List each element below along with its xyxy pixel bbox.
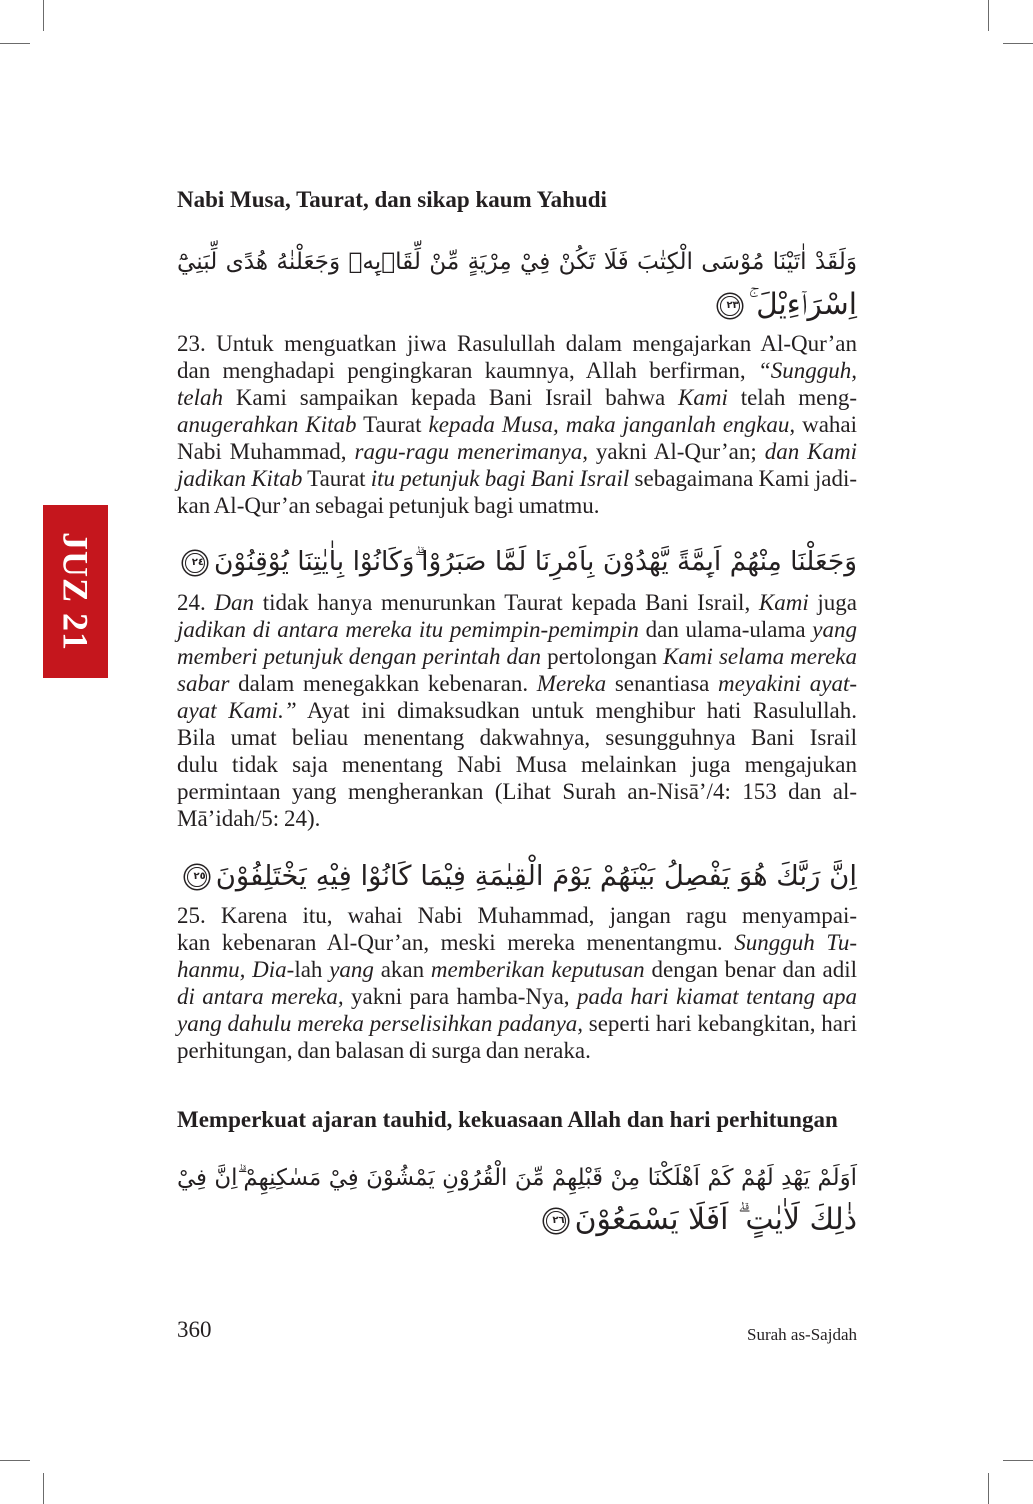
translation-line	[177, 724, 857, 751]
italic-text: Kami	[678, 385, 728, 410]
arabic-verse-23	[177, 241, 857, 325]
text-run: dalam menegakkan kebenaran.	[229, 671, 537, 696]
text-run: Ayat ini dimaksudkan untuk menghibur hati Rasulullah.	[296, 698, 857, 723]
translation-line	[177, 438, 857, 465]
italic-text: dan Kami	[764, 439, 857, 464]
crop-mark-bottom-right-vertical	[988, 1473, 989, 1504]
italic-text: sabar	[177, 671, 230, 696]
text-run: juga	[808, 590, 857, 615]
text-run: dan ulama-ulama	[638, 617, 813, 642]
arabic-text: اِسْرَاۤءِيْلَ ۚ	[748, 286, 857, 321]
italic-text: Dan	[214, 590, 255, 615]
text-run: Mā’idah/5: 24).	[177, 806, 321, 831]
crop-mark-top-left-horizontal	[0, 43, 30, 44]
translation-line	[177, 384, 857, 411]
italic-text: kepada Musa, maka janganlah engkau,	[428, 412, 796, 437]
arabic-line	[177, 241, 857, 283]
arabic-text: اِنَّ رَبَّكَ هُوَ يَفْصِلُ بَيْنَهُمْ يَوْمَ الْقِيٰمَةِ فِيْمَا كَانُوْا فِيْهِ يَخْتَلِفُوْنَ	[215, 860, 857, 892]
italic-text: memberi petunjuk dengan perintah dan	[177, 644, 542, 669]
italic-text: “Sungguh,	[757, 358, 857, 383]
translation-line	[177, 465, 857, 492]
translation-line	[177, 697, 857, 724]
translation-line	[177, 670, 857, 697]
translation-line	[177, 778, 857, 805]
translation-line	[177, 357, 857, 384]
italic-text: memberikan keputusan	[430, 957, 645, 982]
crop-mark-bottom-right-horizontal	[1003, 1460, 1033, 1461]
text-run: Nabi Muhammad,	[177, 439, 355, 464]
juz-tab-label: JUZ 21	[55, 531, 96, 651]
italic-text: yang	[812, 617, 857, 642]
arabic-line	[177, 541, 857, 583]
verse-translation-23	[177, 330, 857, 519]
translation-line	[177, 983, 857, 1010]
text-run: dan menghadapi pengingkaran kaumnya, Allah berfirman,	[177, 358, 758, 383]
italic-text: Kami selama mereka	[663, 644, 857, 669]
translation-line	[177, 902, 857, 929]
text-run: permintaan yang mengherankan (Lihat Surah an-Nisā’/4: 153 dan al-	[177, 779, 857, 804]
text-run: 23. Untuk menguatkan jiwa Rasulullah dalam mengajarkan Al-Qur’an	[177, 331, 857, 356]
verse-translation-24	[177, 589, 857, 832]
text-run: pertolongan	[541, 644, 664, 669]
text-run: -lah	[286, 957, 330, 982]
italic-text: hanmu, Dia	[177, 957, 287, 982]
translation-line	[177, 589, 857, 616]
arabic-line	[177, 1199, 857, 1241]
crop-mark-top-right-vertical	[988, 0, 989, 31]
italic-text: ayat Kami.”	[177, 698, 297, 723]
translation-line	[177, 492, 857, 519]
arabic-line	[177, 855, 857, 897]
translation-line	[177, 929, 857, 956]
italic-text: telah	[177, 385, 223, 410]
text-run: seperti hari kebangkitan, hari	[583, 1011, 857, 1036]
crop-mark-top-right-horizontal	[1003, 43, 1033, 44]
translation-line	[177, 751, 857, 778]
italic-text: di antara mereka,	[177, 984, 344, 1009]
text-run: akan	[373, 957, 431, 982]
text-run: senantiasa	[606, 671, 719, 696]
arabic-line	[177, 1157, 857, 1199]
text-run: yakni Al-Qur’an;	[587, 439, 765, 464]
text-run: 24.	[177, 590, 215, 615]
italic-text: meyakini ayat-	[718, 671, 857, 696]
italic-text: jadikan Kitab	[177, 466, 303, 491]
text-run: yakni para hamba-Nya,	[343, 984, 577, 1009]
italic-text: anugerahkan Kitab	[177, 412, 357, 437]
juz-tab	[43, 505, 108, 678]
section-heading: Memperkuat ajaran tauhid, kekuasaan Allah dan hari perhitungan	[177, 1107, 838, 1132]
italic-text: Mereka	[536, 671, 607, 696]
text-run: dulu tidak saja menentang Nabi Musa melainkan juga mengajukan	[177, 752, 857, 777]
arabic-text: وَجَعَلْنَا مِنْهُمْ اَىِٕمَّةً يَّهْدُوْنَ بِاَمْرِنَا لَمَّا صَبَرُوْا ۗوَكَانُوْا بِاٰيٰتِنَا يُوْقِنُوْنَ	[213, 546, 857, 577]
text-run: dengan benar dan adil	[644, 957, 857, 982]
running-footer: Surah as-Sajdah	[746, 1325, 857, 1344]
ayah-number-mark: ٢٣	[720, 296, 740, 316]
text-run: 25. Karena itu, wahai Nabi Muhammad, jangan ragu menyampai-	[177, 903, 857, 928]
translation-line	[177, 411, 857, 438]
italic-text: Sungguh Tu-	[734, 930, 858, 955]
italic-text: jadikan di antara mereka itu pemimpin-pemimpin	[177, 617, 639, 642]
arabic-text: ذٰلِكَ لَاٰيٰتٍ ۗ اَفَلَا يَسْمَعُوْنَ	[574, 1202, 857, 1237]
verse-translation-25	[177, 902, 857, 1064]
italic-text: pada hari kiamat tentang apa	[576, 984, 857, 1009]
italic-text: ragu-ragu menerimanya,	[354, 439, 588, 464]
text-run: Taurat	[302, 466, 371, 491]
crop-mark-bottom-left-horizontal	[0, 1460, 30, 1461]
crop-mark-top-left-vertical	[43, 0, 44, 31]
arabic-verse-26	[177, 1157, 857, 1241]
ayah-number-mark: ٢٥	[187, 867, 207, 887]
translation-line	[177, 956, 857, 983]
italic-text: yang	[329, 957, 374, 982]
translation-line	[177, 805, 857, 832]
translation-line	[177, 643, 857, 670]
italic-text: Kami	[758, 590, 809, 615]
text-run: Taurat	[356, 412, 429, 437]
arabic-text: وَلَقَدْ اٰتَيْنَا مُوْسَى الْكِتٰبَ فَلَا تَكُنْ فِيْ مِرْيَةٍ مِّنْ لِّقَاۤىِٕهٖ وَجَعَلْنٰهُ هُدًى لِّبَنِيْٓ	[177, 248, 857, 275]
ayah-number-mark: ٢٦	[546, 1211, 566, 1231]
translation-line	[177, 616, 857, 643]
translation-line	[177, 1037, 857, 1064]
text-run: perhitungan, dan balasan di surga dan neraka.	[177, 1038, 591, 1063]
section-heading: Nabi Musa, Taurat, dan sikap kaum Yahudi	[177, 187, 607, 212]
text-run: telah meng-	[727, 385, 857, 410]
arabic-verse-24	[177, 541, 857, 583]
text-run: kan Al-Qur’an sebagai petunjuk bagi umatmu.	[177, 493, 600, 518]
text-run: wahai	[795, 412, 857, 437]
arabic-line	[177, 283, 857, 325]
text-run: tidak hanya menurunkan Taurat kepada Bani Israil,	[254, 590, 759, 615]
text-run: Bila umat beliau menentang dakwahnya, sesungguhnya Bani Israil	[177, 725, 857, 750]
text-run: sebagaimana Kami jadi-	[629, 466, 857, 491]
italic-text: yang dahulu mereka perselisihkan padanya,	[177, 1011, 584, 1036]
arabic-verse-25	[177, 855, 857, 897]
translation-line	[177, 1010, 857, 1037]
text-run: Kami sampaikan kepada Bani Israil bahwa	[223, 385, 679, 410]
arabic-text: اَوَلَمْ يَهْدِ لَهُمْ كَمْ اَهْلَكْنَا مِنْ قَبْلِهِمْ مِّنَ الْقُرُوْنِ يَمْشُوْنَ فِيْ مَسٰكِنِهِمْ ۗاِنَّ فِيْ	[177, 1165, 857, 1191]
text-run: kan kebenaran Al-Qur’an, meski mereka menentangmu.	[177, 930, 735, 955]
page-number: 360	[177, 1317, 212, 1342]
ayah-number-mark: ٢٤	[185, 553, 205, 573]
translation-line	[177, 330, 857, 357]
crop-mark-bottom-left-vertical	[43, 1473, 44, 1504]
italic-text: itu petunjuk bagi Bani Israil	[370, 466, 630, 491]
